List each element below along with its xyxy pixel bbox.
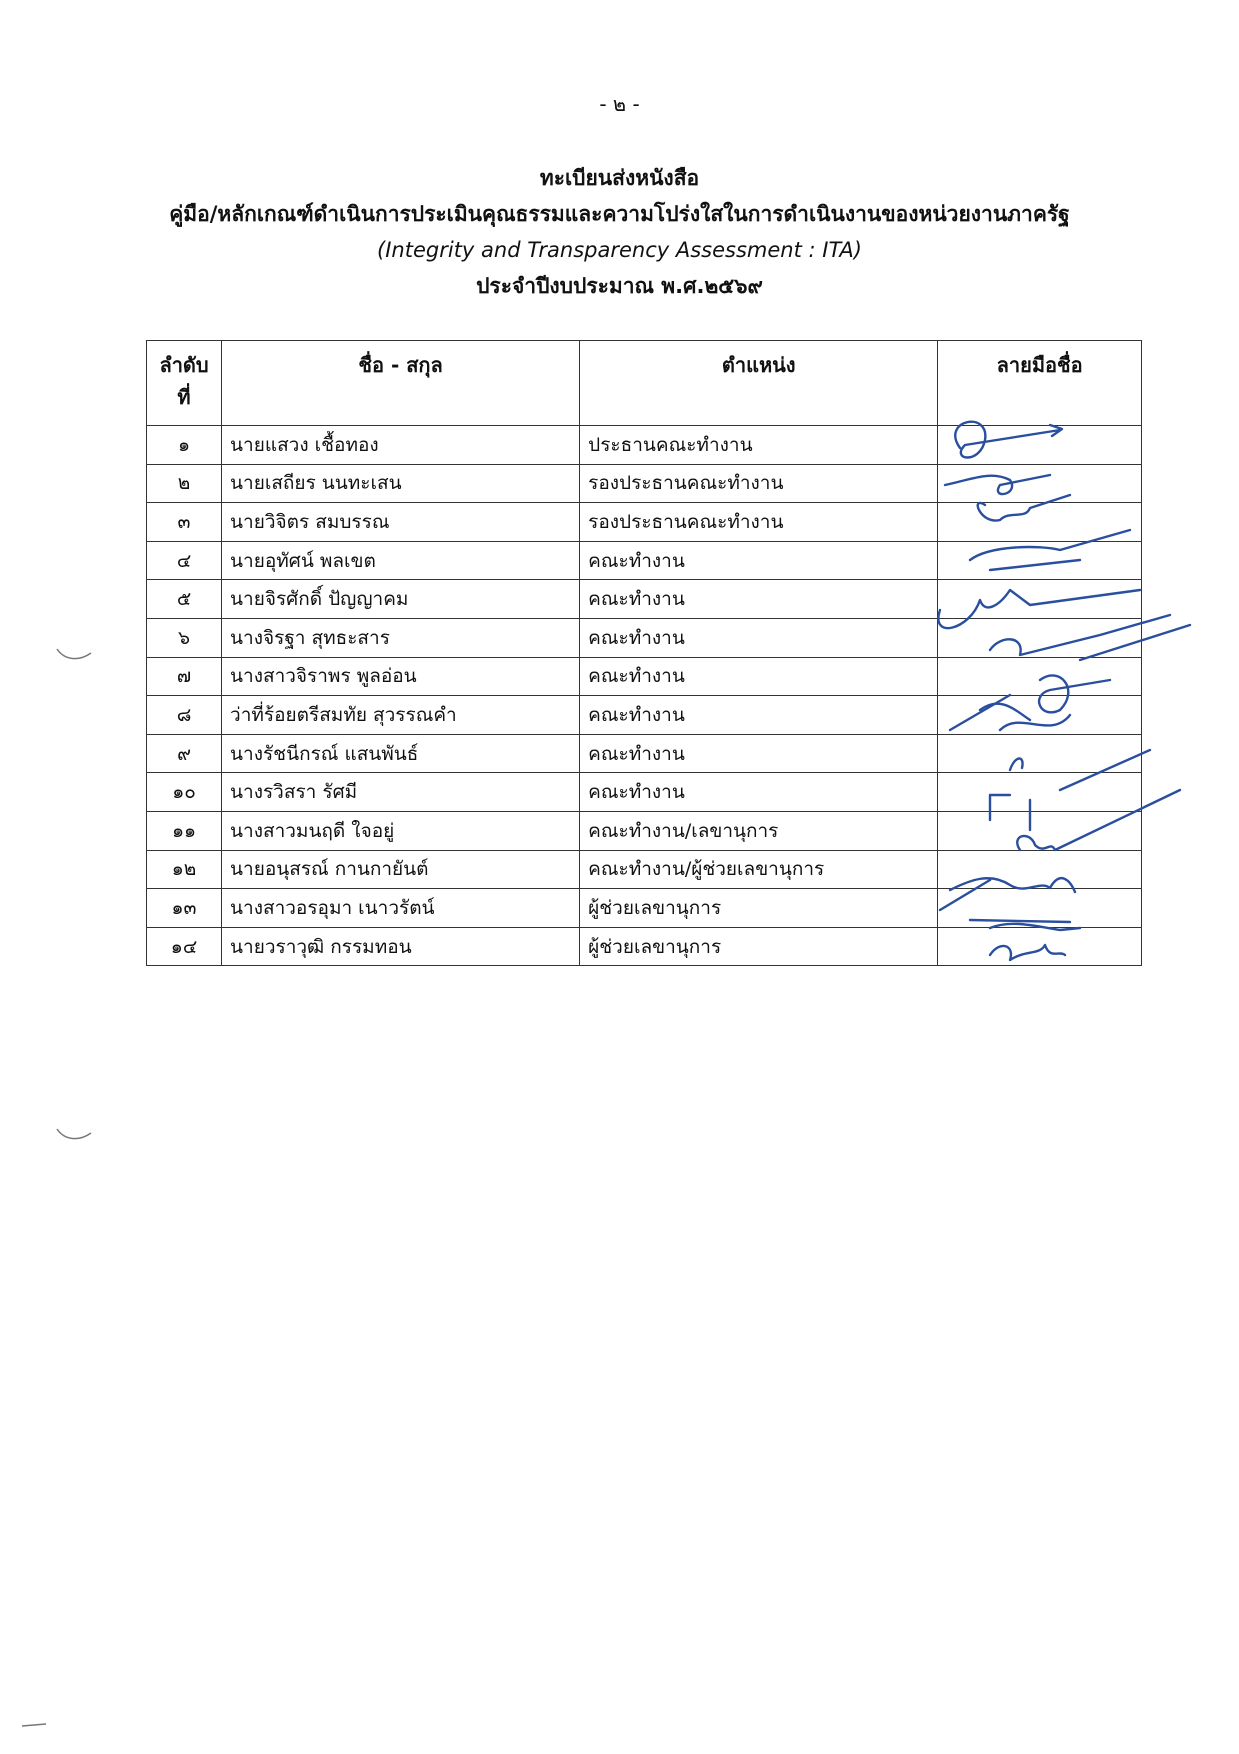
scan-mark-3 [20, 1720, 50, 1730]
table-row [147, 850, 1142, 889]
row-number: ๖ [147, 618, 222, 657]
table-row [147, 426, 1142, 465]
header-position: ตำแหน่ง [580, 341, 938, 426]
row-name: นายอนุสรณ์ กานกายันต์ [222, 850, 580, 889]
title-register: ทะเบียนส่งหนังสือ [539, 166, 700, 190]
row-number: ๔ [147, 541, 222, 580]
row-name: ว่าที่ร้อยตรีสมทัย สุวรรณคำ [222, 696, 580, 735]
row-position: คณะทำงาน [580, 773, 938, 812]
row-number: ๕ [147, 580, 222, 619]
row-signature [938, 618, 1142, 657]
row-name: นายวราวุฒิ กรรมทอน [222, 927, 580, 966]
row-number: ๒ [147, 464, 222, 503]
table-row [147, 503, 1142, 542]
row-position: ผู้ช่วยเลขานุการ [580, 927, 938, 966]
title-subject: คู่มือ/หลักเกณฑ์ดำเนินการประเมินคุณธรรมและความโปร่งใสในการดำเนินงานของหน่วยงานภาครัฐ [169, 202, 1070, 226]
row-number: ๘ [147, 696, 222, 735]
row-name: นายเสถียร นนทะเสน [222, 464, 580, 503]
scan-mark-2 [55, 1125, 95, 1145]
row-signature [938, 850, 1142, 889]
row-number: ๑๓ [147, 889, 222, 928]
row-position: คณะทำงาน [580, 734, 938, 773]
table-row [147, 657, 1142, 696]
row-position: ประธานคณะทำงาน [580, 426, 938, 465]
row-position: รองประธานคณะทำงาน [580, 464, 938, 503]
register-table [146, 340, 1142, 966]
header-name: ชื่อ - สกุล [222, 341, 580, 426]
row-signature [938, 464, 1142, 503]
row-number: ๑๔ [147, 927, 222, 966]
row-name: นางรัชนีกรณ์ แสนพันธ์ [222, 734, 580, 773]
row-number: ๗ [147, 657, 222, 696]
row-signature [938, 889, 1142, 928]
table-row [147, 773, 1142, 812]
row-position: ผู้ช่วยเลขานุการ [580, 889, 938, 928]
row-name: นางสาวอรอุมา เนาวรัตน์ [222, 889, 580, 928]
row-number: ๑๒ [147, 850, 222, 889]
row-name: นายแสวง เชื้อทอง [222, 426, 580, 465]
page-number: - ๒ - [599, 92, 640, 116]
table-row [147, 927, 1142, 966]
row-name: นายวิจิตร สมบรรณ [222, 503, 580, 542]
row-name: นางรวิสรา รัศมี [222, 773, 580, 812]
table-row [147, 580, 1142, 619]
row-number: ๓ [147, 503, 222, 542]
row-signature [938, 811, 1142, 850]
row-signature [938, 657, 1142, 696]
row-position: รองประธานคณะทำงาน [580, 503, 938, 542]
table-row [147, 811, 1142, 850]
header-signature: ลายมือชื่อ [938, 341, 1142, 426]
table-row [147, 889, 1142, 928]
row-signature [938, 773, 1142, 812]
row-position: คณะทำงาน/ผู้ช่วยเลขานุการ [580, 850, 938, 889]
row-number: ๑ [147, 426, 222, 465]
table-row [147, 541, 1142, 580]
row-signature [938, 927, 1142, 966]
row-signature [938, 580, 1142, 619]
row-signature [938, 734, 1142, 773]
row-number: ๑๑ [147, 811, 222, 850]
title-ita: (Integrity and Transparency Assessment : ITA) [377, 238, 862, 262]
document-title [0, 160, 1239, 304]
row-position: คณะทำงาน [580, 580, 938, 619]
table-row [147, 696, 1142, 735]
scan-mark-1 [55, 645, 95, 665]
table-row [147, 734, 1142, 773]
row-name: นายจิรศักดิ์ ปัญญาคม [222, 580, 580, 619]
table-body [147, 426, 1142, 966]
row-name: นางสาวมนฤดี ใจอยู่ [222, 811, 580, 850]
row-position: คณะทำงาน [580, 541, 938, 580]
header-no: ลำดับที่ [147, 341, 222, 426]
row-name: นายอุทัศน์ พลเขต [222, 541, 580, 580]
table-header-row [147, 341, 1142, 426]
row-name: นางสาวจิราพร พูลอ่อน [222, 657, 580, 696]
row-position: คณะทำงาน [580, 696, 938, 735]
row-number: ๙ [147, 734, 222, 773]
row-number: ๑๐ [147, 773, 222, 812]
row-signature [938, 426, 1142, 465]
row-position: คณะทำงาน/เลขานุการ [580, 811, 938, 850]
row-name: นางจิรฐา สุทธะสาร [222, 618, 580, 657]
row-signature [938, 541, 1142, 580]
row-position: คณะทำงาน [580, 618, 938, 657]
row-position: คณะทำงาน [580, 657, 938, 696]
table-row [147, 464, 1142, 503]
row-signature [938, 696, 1142, 735]
table-row [147, 618, 1142, 657]
title-fiscal-year: ประจำปีงบประมาณ พ.ศ.๒๕๖๙ [476, 274, 763, 298]
row-signature [938, 503, 1142, 542]
